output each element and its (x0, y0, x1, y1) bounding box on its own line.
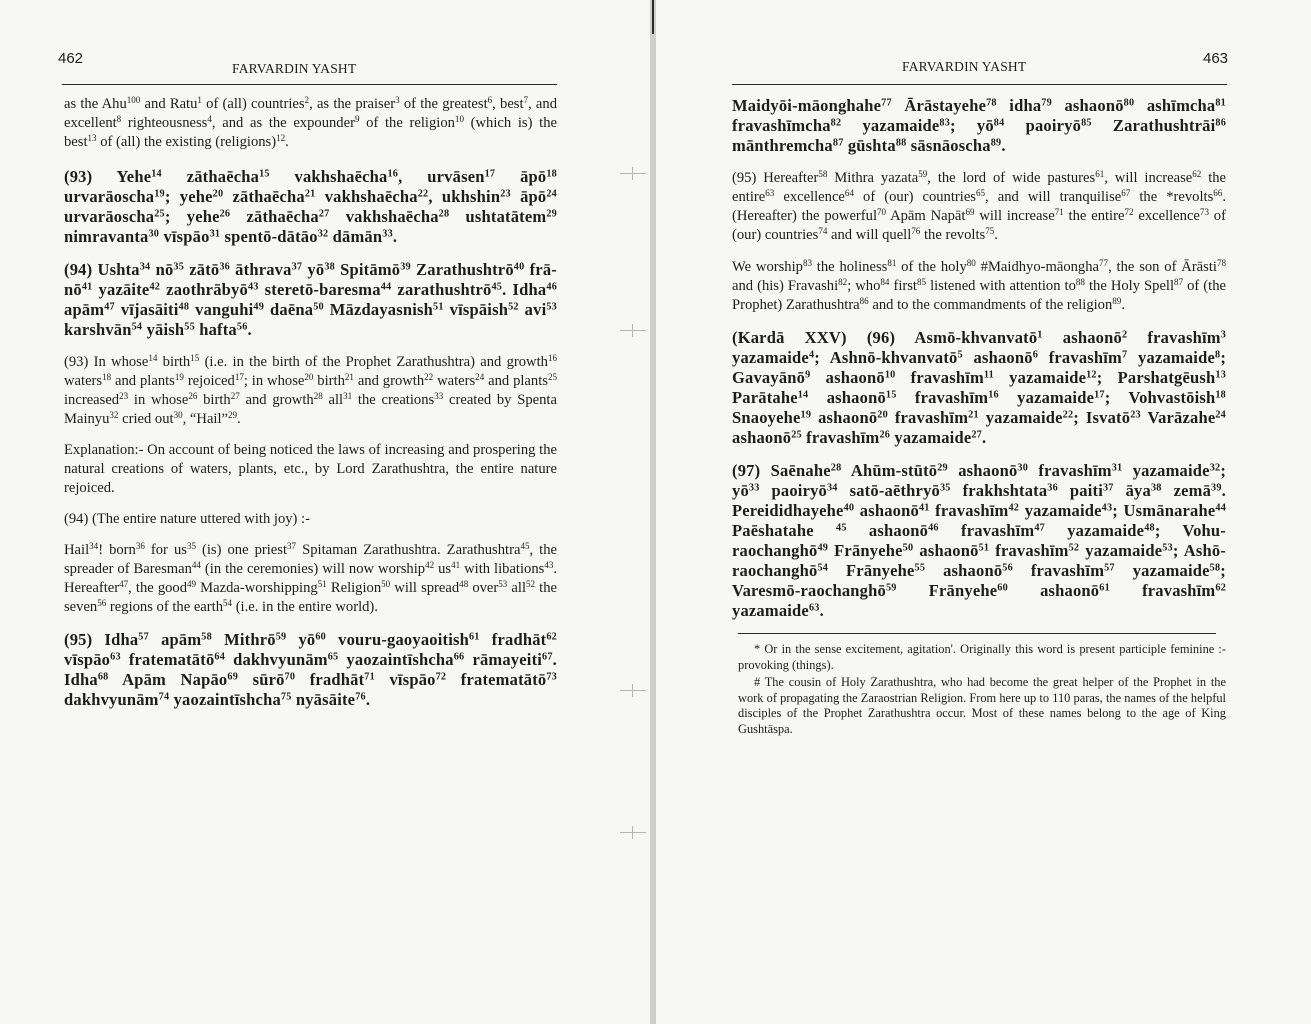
left-page (0, 0, 650, 1024)
avestan-paragraph: (94) Ushta$^{34}$ $nō^{35}$ zātō$^{36}$ āthrava$^{37}$ $yō^{38}$ Spitāmō$^{39}$ Zarathushtrō$^{40}$ frā-$nō^{41}$ yazāite$^{42}$ zaothrābyō$^{43}$ steretō-baresma$^{44}$ zarathushtrō$^{45}$. Idha$^{46}$ apām$^{47}$ vījasāiti$^{48}$ vanguhi$^{49}$ daēna$^{50}$ Māzdayasnish$^{51}$ vīspāish$^{52}$ avi$^{53}$ karshvān$^{54}$ yāish$^{55}$ hafta$^{56}$. (64, 260, 558, 339)
registration-mark (620, 832, 646, 833)
avestan-paragraph: (97) Saēnahe$^{28}$ Ahūm-stūtō$^{29}$ ashaonō$^{30}$ fravashīm$^{31}$ yazamaide$^{32}$; $yō^{33}$ paoiryō$^{34}$ satō-aēthryō$^{35}$ frakhshtata$^{36}$ paiti$^{37}$ āya$^{38}$ zemā$^{39}$. Pereididhayehe$^{40}$ ashaonō$^{41}$ fravashīm$^{42}$ yazamaide$^{43}$; Usmānarahe$^{44}$ Paēshatahe $^{45}$ ashaonō$^{46}$ fravashīm$^{47}$ yazamaide$^{48}$; Vohu-raochanghō$^{49}$ Frānyehe$^{50}$ ashaonō$^{51}$ fravashīm$^{52}$ yazamaide$^{53}$; Ashō-raochanghō$^{54}$ Frānyehe$^{55}$ ashaonō$^{56}$ fravashīm$^{57}$ yazamaide$^{58}$; Varesmō-raochanghō$^{59}$ Frānyehe$^{60}$ ashaonō$^{61}$ fravashīm$^{62}$ yazamaide$^{63}$. (732, 461, 1227, 620)
header-rule (62, 84, 557, 85)
page-number: 463 (1203, 50, 1229, 67)
right-page (656, 0, 1311, 1024)
footnote-rule (738, 633, 1216, 634)
avestan-paragraph: (93) Yehe$^{14}$ zāthaēcha$^{15}$ vakhshaēcha$^{16}$, urvāsen$^{17}$ āpō$^{18}$ urvarāoscha$^{19}$; yehe$^{20}$ zāthaēcha$^{21}$ vakhshaēcha$^{22}$, ukhshin$^{23}$ āpō$^{24}$ urvarāoscha$^{25}$; yehe$^{26}$ zāthaēcha$^{27}$ vakhshaēcha$^{28}$ ushtatātem$^{29}$ nimravanta$^{30}$ vīspāo$^{31}$ spentō-dātāo$^{32}$ dāmān$^{33}$. (64, 167, 557, 246)
translation-paragraph: Hail$^{34}$! born$^{36}$ for $us^{35}$ (is) one priest$^{37}$ Spitaman Zarathushtra. Zarathushtra$^{45}$, the spreader of Baresman$^{44}$ (in the ceremonies) will now worship$^{42}$ $us^{41}$ with libations$^{43}$. Hereafter$^{47}$, the good$^{49}$ Mazda-worshipping$^{51}$ Religion$^{50}$ will spread$^{48}$ over$^{53}$ all$^{52}$ the seven$^{56}$ regions of the earth$^{54}$ (i.e. in the entire world). (64, 541, 558, 615)
translation-paragraph: (93) In whose$^{14}$ birth$^{15}$ (i.e. in the birth of the Prophet Zarathushtra) and growth$^{16}$ waters$^{18}$ and plants$^{19}$ rejoiced$^{17}$; in whose$^{20}$ birth$^{21}$ and growth$^{22}$ waters$^{24}$ and plants$^{25}$ increased$^{23}$ in whose$^{26}$ birth$^{27}$ and growth$^{28}$ all$^{31}$ the creations$^{33}$ created by Spenta Mainyu$^{32}$ cried out$^{30}$, “Hail”$^{29}$. (64, 353, 557, 427)
running-head: FARVARDIN YASHT (902, 59, 1027, 74)
registration-mark (620, 690, 646, 691)
registration-mark (620, 173, 646, 174)
page-number: 462 (58, 50, 84, 67)
translation-paragraph: (95) Hereafter$^{58}$ Mithra yazata$^{59}$, the lord of wide pastures$^{61}$, will increase$^{62}$ the entire$^{63}$ excellence$^{64}$ of (our) countries$^{65}$, and will tranquilise$^{67}$ the *revolts$^{66}$. (Hereafter) the powerful$^{70}$ Apām Napāt$^{69}$ will increase$^{71}$ the entire$^{72}$ excellence$^{73}$ of (our) countries$^{74}$ and will quell$^{76}$ the revolts$^{75}$. (732, 169, 1227, 243)
margin-registration-marks (618, 0, 648, 1024)
avestan-paragraph: Maidyōi-māonghahe$^{77}$ Ārāstayehe$^{78}$ idha$^{79}$ ashaonō$^{80}$ ashīmcha$^{81}$ fravashīmcha$^{82}$ yazamaide$^{83}$; $yō^{84}$ paoiryō$^{85}$ Zarathushtrāi$^{86}$ mānthremcha$^{87}$ gūshta$^{88}$ sāsnāoscha$^{89}$. (732, 96, 1227, 155)
translation-paragraph: Explanation:- On account of being noticed the laws of increasing and prospering the natural creations of waters, plants, etc., by Lord Zarathushtra, the entire nature rejoiced. (64, 442, 557, 496)
translation-paragraph: (94) (The entire nature uttered with joy) :- (64, 511, 310, 527)
header-rule (732, 84, 1227, 85)
avestan-paragraph: (95) Idha$^{57}$ apām$^{58}$ Mithrō$^{59}$ $yō^{60}$ vouru-gaoyaoitish$^{61}$ fradhāt$^{62}$ vīspāo$^{63}$ fratematātō$^{64}$ dakhvyunām$^{65}$ yaozaintīshcha$^{66}$ rāmayeiti$^{67}$. Idha$^{68}$ Apām Napāo$^{69}$ sūrō$^{70}$ fradhāt$^{71}$ vīspāo$^{72}$ fratematātō$^{73}$ dakhvyunām$^{74}$ yaozaintīshcha$^{75}$ nyāsāite$^{76}$. (64, 630, 557, 709)
right-column-text (732, 96, 1226, 737)
footnote: * Or in the sense excitement, agitation'. Originally this word is present participle feminine :- provoking (things). (738, 642, 1226, 672)
left-column-text (64, 95, 557, 710)
translation-paragraph: as the Ahu$^{100}$ and Ratu$^1$ of (all) countries$^2$, as the praiser$^3$ of the greatest$^6$, best$^7$, and excellent$^8$ righteousness$^4$, and as the expounder$^9$ of the religion$^{10}$ (which is) the best$^{13}$ of (all) the existing (religions)$^{12}$. (64, 95, 557, 150)
avestan-paragraph: (Kardā XXV) (96) Asmō-khvanvatō$^1$ ashaonō$^2$ fravashīm$^3$ yazamaide$^4$; Ashnō-khvanvatō$^5$ ashaonō$^6$ fravashīm$^7$ yazamaide$^8$; Gavayānō$^9$ ashaonō$^{10}$ fravashīm$^{11}$ yazamaide$^{12}$; Parshatgēush$^{13}$ Parātahe$^{14}$ ashaonō$^{15}$ fravashīm$^{16}$ yazamaide$^{17}$; Vohvastōish$^{18}$ Snaoyehe$^{19}$ ashaonō$^{20}$ fravashīm$^{21}$ yazamaide$^{22}$; Isvatō$^{23}$ Varāzahe$^{24}$ ashaonō$^{25}$ fravashīm$^{26}$ yazamaide$^{27}$. (732, 328, 1227, 447)
running-head: FARVARDIN YASHT (232, 61, 357, 76)
translation-paragraph: We worship$^{83}$ the holiness$^{81}$ of the holy$^{80}$ #Maidhyo-māongha$^{77}$, the son of Ārāsti$^{78}$ and (his) Fravashi$^{82}$; who$^{84}$ first$^{85}$ listened with attention $to^{88}$ the Holy Spell$^{87}$ of (the Prophet) Zarathushtra$^{86}$ and to the commandments of the religion$^{89}$. (732, 258, 1226, 313)
registration-mark (620, 330, 646, 331)
footnote: # The cousin of Holy Zarathushtra, who had become the great helper of the Prophet in the work of propagating the Zaraostrian Religion. From here up to 110 paras, the names of the helpful disciples of the Prophet Zarathushtra occur. Most of these names belong to the age of King Gushtāspa. (738, 675, 1226, 736)
